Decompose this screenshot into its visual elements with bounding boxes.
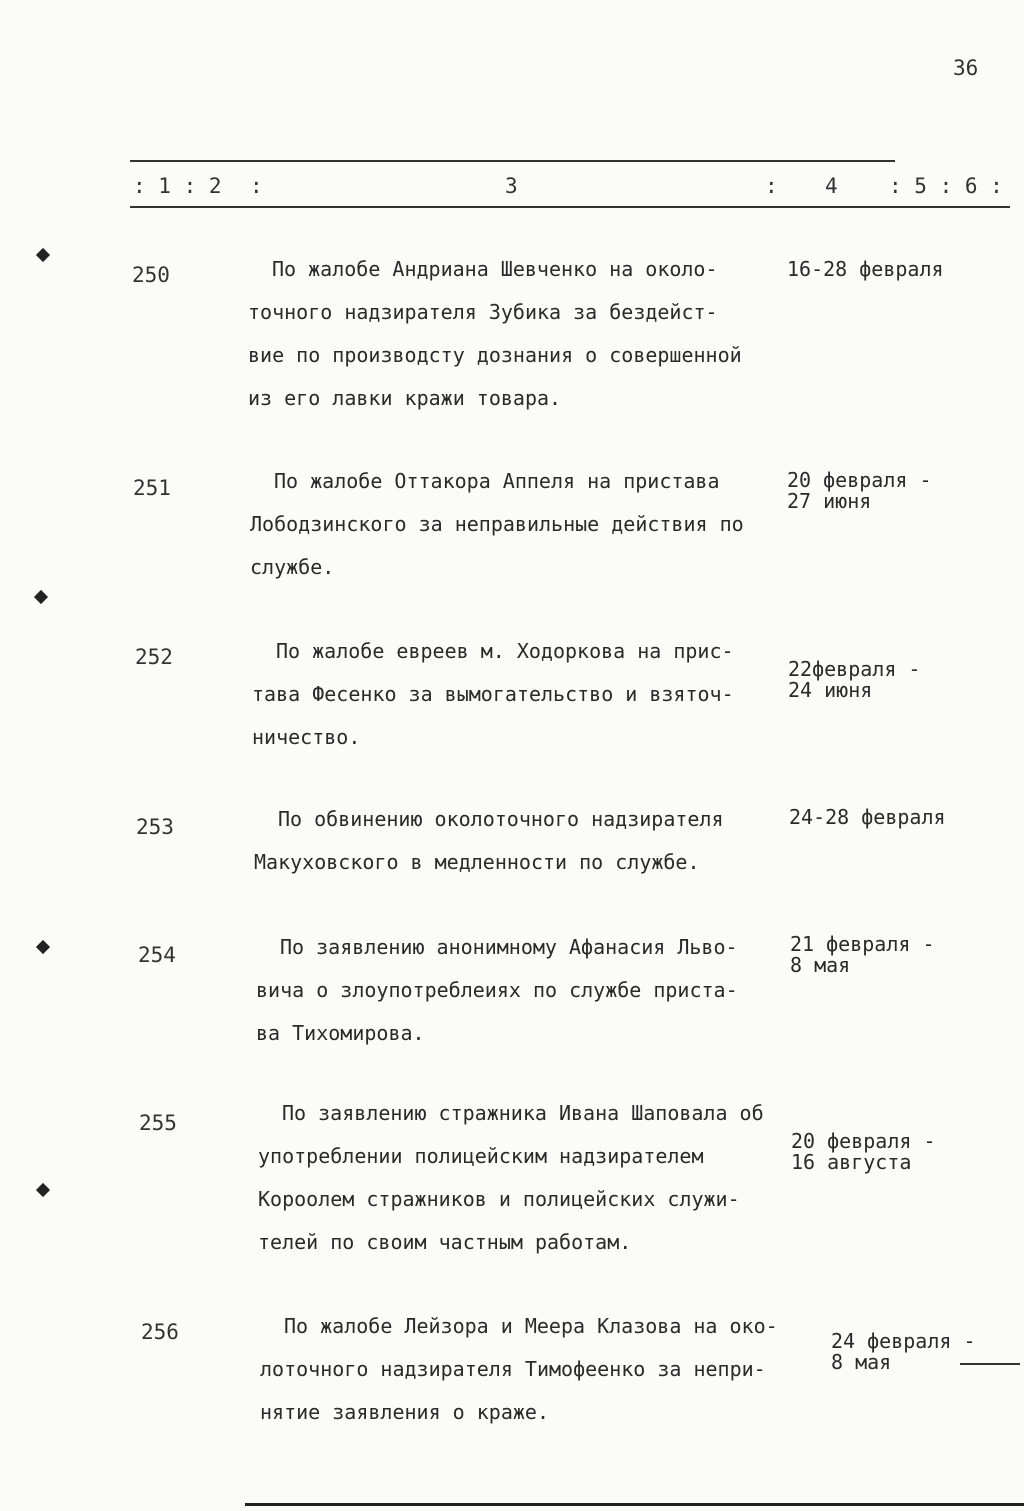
date-line: 20 февраля - xyxy=(791,1129,936,1153)
header-col-3: 3 xyxy=(505,174,518,198)
entry-description xyxy=(256,926,738,1055)
entry-number: 255 xyxy=(139,1111,177,1135)
description-line: По заявлению анонимному Афанасия Льво- xyxy=(280,935,738,959)
description-line: Макуховского в медленности по службе. xyxy=(254,850,700,874)
description-line: По жалобе Лейзора и Меера Клазова на око- xyxy=(284,1314,778,1338)
entry-number: 254 xyxy=(138,943,176,967)
description-line: ничество. xyxy=(252,725,361,749)
date-line: 16 августа xyxy=(791,1150,912,1174)
date-line: 8 мая xyxy=(831,1350,892,1374)
description-line: вича о злоупотреблеиях по службе приста- xyxy=(256,978,738,1002)
description-line: из его лавки кражи товара. xyxy=(248,386,562,410)
header-col-1-2: : 1 : 2 xyxy=(133,174,222,198)
right-dash xyxy=(960,1363,1020,1365)
entry-description xyxy=(250,460,744,589)
entry-number: 251 xyxy=(133,476,171,500)
date-line: 16-28 февраля xyxy=(787,257,944,281)
margin-mark xyxy=(34,590,48,604)
description-line: По заявлению стражника Ивана Шаповала об xyxy=(282,1101,764,1125)
entry-description xyxy=(252,630,734,759)
header-col-4: 4 xyxy=(825,174,838,198)
margin-mark xyxy=(36,940,50,954)
description-line: Короолем стражников и полицейских служи- xyxy=(258,1187,740,1211)
description-line: вие по производсту дознания о совершенной xyxy=(248,343,742,367)
description-line: По жалобе евреев м. Ходоркова на прис- xyxy=(276,639,734,663)
header-bottom-rule xyxy=(130,206,1010,208)
header-sep-1: : xyxy=(250,174,263,198)
description-line: лоточного надзирателя Тимофеенко за непри- xyxy=(260,1357,766,1381)
date-line: 8 мая xyxy=(790,953,851,977)
entry-description xyxy=(248,248,742,420)
page-number: 36 xyxy=(953,56,979,80)
entry-dates xyxy=(787,259,944,280)
entry-description xyxy=(260,1305,778,1434)
margin-mark xyxy=(36,248,50,262)
entry-description xyxy=(258,1092,764,1264)
description-line: Лободзинского за неправильные действия по xyxy=(250,512,744,536)
date-line: 22февраля - xyxy=(788,657,921,681)
entry-number: 250 xyxy=(132,263,170,287)
entry-number: 253 xyxy=(136,815,174,839)
entry-dates xyxy=(790,934,935,976)
description-line: нятие заявления о краже. xyxy=(260,1400,549,1424)
description-line: По жалобе Оттакора Аппеля на пристава xyxy=(274,469,720,493)
description-line: По обвинению околоточного надзирателя xyxy=(278,807,724,831)
date-line: 20 февраля - xyxy=(787,468,932,492)
date-line: 21 февраля - xyxy=(790,932,935,956)
date-line: 24-28 февраля xyxy=(789,805,946,829)
entry-description xyxy=(254,798,724,884)
description-line: службе. xyxy=(250,555,335,579)
margin-mark xyxy=(36,1183,50,1197)
entry-dates xyxy=(787,470,932,512)
entry-dates xyxy=(789,807,946,828)
date-line: 27 июня xyxy=(787,489,872,513)
entry-number: 252 xyxy=(135,645,173,669)
description-line: точного надзирателя Зубика за бездейст- xyxy=(248,300,718,324)
header-sep-2: : xyxy=(765,174,778,198)
entry-number: 256 xyxy=(141,1320,179,1344)
description-line: употреблении полицейским надзирателем xyxy=(258,1144,704,1168)
entry-dates xyxy=(831,1331,976,1373)
description-line: ва Тихомирова. xyxy=(256,1021,425,1045)
description-line: тава Фесенко за вымогательство и взяточ- xyxy=(252,682,734,706)
bottom-rule xyxy=(245,1503,1024,1506)
description-line: По жалобе Андриана Шевченко на около- xyxy=(272,257,718,281)
header-col-5-6: : 5 : 6 : xyxy=(889,174,1003,198)
date-line: 24 февраля - xyxy=(831,1329,976,1353)
entry-dates xyxy=(791,1131,936,1173)
description-line: телей по своим частным работам. xyxy=(258,1230,632,1254)
date-line: 24 июня xyxy=(788,678,873,702)
entry-dates xyxy=(788,659,920,701)
header-top-rule xyxy=(130,160,895,162)
